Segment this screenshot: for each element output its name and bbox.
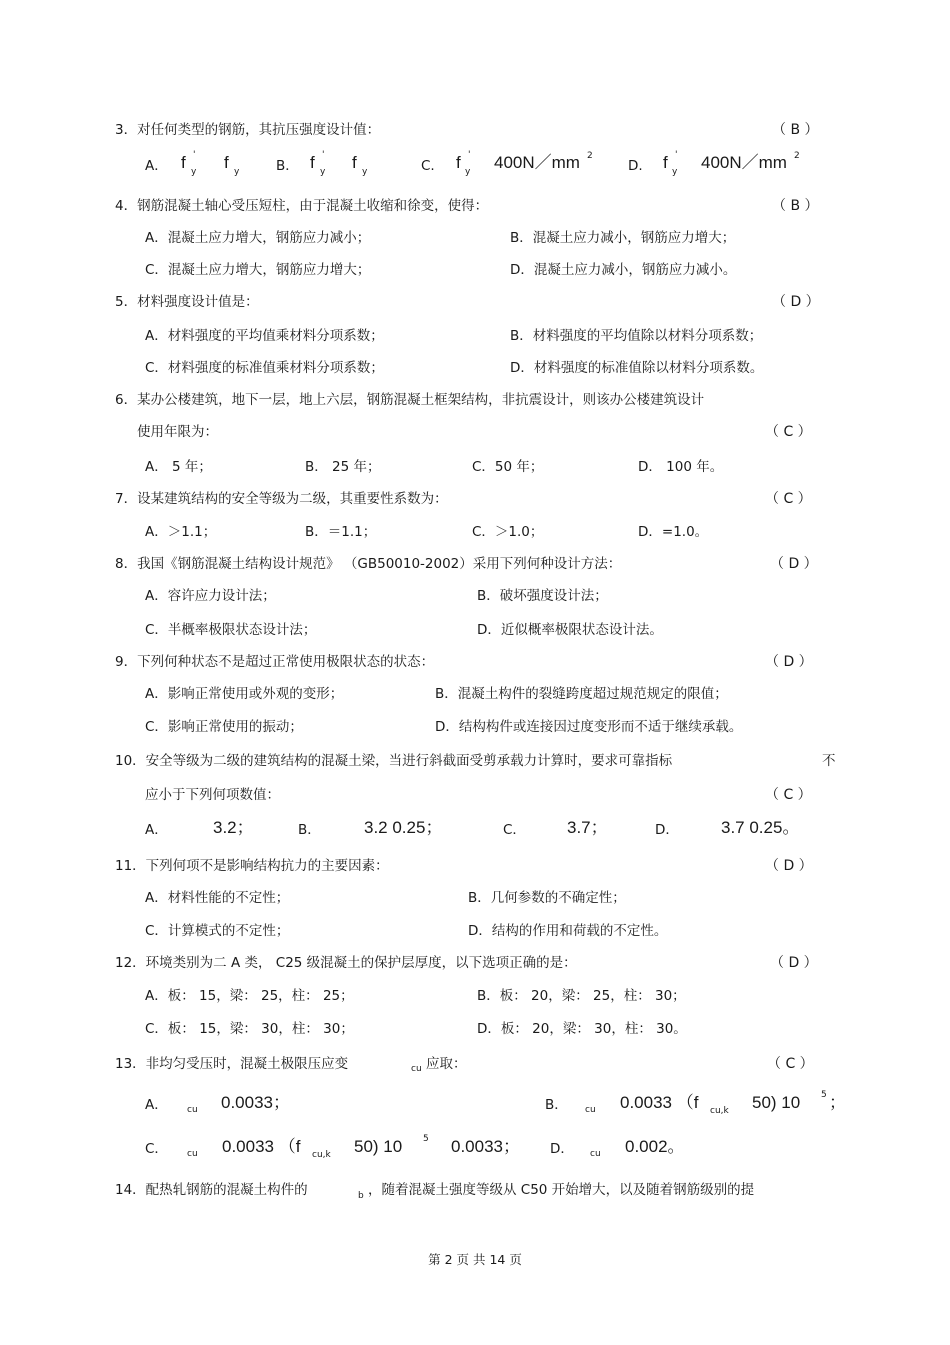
q4-option-b: B．混凝土应力减小，钢筋应力增大； [510,230,736,246]
q3-option-c-value: 400N／mm [494,153,580,172]
q5-option-b: B．材料强度的平均值除以材料分项系数； [510,328,763,344]
q13-answer: （ C ） [767,1056,814,1072]
q13-option-d-sub: cu [590,1149,601,1159]
q8-stem: 8．我国《钢筋混凝土结构设计规范》 （GB50010-2002）采用下列何种设计方法： [115,556,622,572]
q12-option-b: B．板： 20，梁： 25，柱： 30； [477,988,686,1004]
q10-stem-tail: 不 [822,753,836,769]
q13-option-b-value: 0.0033 （f [620,1093,699,1112]
q13-option-b-end: ； [829,1093,846,1112]
q13-option-c-sub: cu [187,1149,198,1159]
q11-option-b: B．几何参数的不确定性； [468,890,626,906]
q8-option-c: C．半概率极限状态设计法； [145,622,317,638]
q10-answer: （ C ） [765,787,812,803]
q3-option-c-f1-prime: ' [468,150,471,160]
q6-option-b: B． 25 年； [305,459,381,475]
q14-stem-sub: b [358,1191,364,1201]
q5-answer: （ D ） [772,294,820,310]
q3-option-b-label: B． [276,158,299,174]
q13-option-d-label: D． [550,1141,574,1157]
q3-option-a-f1-prime: ' [193,150,196,160]
page-number: 第 2 页 共 14 页 [428,1252,522,1267]
q9-stem: 9．下列何种状态不是超过正常使用极限状态的状态： [115,654,435,670]
q3-stem: 3．对任何类型的钢筋，其抗压强度设计值： [115,122,381,138]
q9-option-d: D．结构构件或连接因过度变形而不适于继续承载。 [435,719,743,735]
q12-option-c: C．板： 15，梁： 30，柱： 30； [145,1021,354,1037]
q3-answer: （ B ） [772,122,819,138]
q5-option-a: A．材料强度的平均值乘材料分项系数； [145,328,384,344]
q3-option-d-value: 400N／mm [701,153,787,172]
q3-option-c-f1: f [456,153,461,172]
q10-option-c-label: C． [503,822,526,838]
q7-option-d: D．=1.0。 [638,524,709,540]
q11-option-d: D．结构的作用和荷载的不定性。 [468,923,668,939]
q13-option-b-label: B． [545,1097,568,1113]
q3-option-c-label: C. [421,158,435,174]
q4-option-a: A．混凝土应力增大，钢筋应力减小； [145,230,371,246]
q13-option-a-sub: cu [187,1105,198,1115]
q6-stem: 6．某办公楼建筑，地下一层，地上六层，钢筋混凝土框架结构，非抗震设计，则该办公楼建筑设计 [115,392,705,408]
q13-stem-tail: 应取： [426,1056,467,1072]
q8-option-a: A．容许应力设计法； [145,588,276,604]
q12-option-d: D．板： 20，梁： 30，柱： 30。 [477,1021,687,1037]
q13-option-a-value: 0.0033； [221,1093,290,1112]
q13-option-c-value2: 50) 10 [354,1137,403,1156]
q10-stem: 10．安全等级为二级的建筑结构的混凝土梁，当进行斜截面受剪承载力计算时，要求可靠指标 [115,753,673,769]
q13-option-d-value: 0.002。 [625,1137,685,1156]
q4-stem: 4．钢筋混凝土轴心受压短柱，由于混凝土收缩和徐变，使得： [115,198,489,214]
q3-option-b-f1-sub: y [320,167,326,177]
q3-option-d-label: D. [628,158,643,174]
q7-stem: 7．设某建筑结构的安全等级为二级，其重要性系数为： [115,491,448,507]
q13-option-c-sup: 5 [423,1134,429,1144]
q9-option-b: B．混凝土构件的裂缝跨度超过规范规定的限值； [435,686,728,702]
q3-option-a-f2: f [224,153,229,172]
q3-option-b-f1-prime: ' [322,150,325,160]
q4-option-c: C．混凝土应力增大，钢筋应力增大； [145,262,371,278]
q5-option-d: D．材料强度的标准值除以材料分项系数。 [510,360,764,376]
q3-option-b-f2: f [352,153,357,172]
q12-option-a: A．板： 15，梁： 25，柱： 25； [145,988,354,1004]
q3-option-b-f1: f [310,153,315,172]
q3-option-a-label: A． [145,158,168,174]
q13-option-c-sub2: cu,k [312,1150,331,1160]
q11-stem: 11．下列何项不是影响结构抗力的主要因素： [115,858,389,874]
q3-option-d-f1-prime: ' [675,150,678,160]
q13-option-c-value3: 0.0033； [451,1137,520,1156]
q12-stem: 12．环境类别为二 A 类， C25 级混凝土的保护层厚度，以下选项正确的是： [115,955,577,971]
q6-option-c: C．50 年； [472,459,544,475]
q3-option-b-f2-sub: y [362,167,368,177]
q5-stem: 5．材料强度设计值是： [115,294,259,310]
q9-answer: （ D ） [765,654,813,670]
q8-answer: （ D ） [770,556,818,572]
q10-stem-line2: 应小于下列何项数值： [145,787,280,803]
q3-option-d-f1-sub: y [672,167,678,177]
q3-option-d-sup: 2 [794,151,800,161]
q4-option-d: D．混凝土应力减小，钢筋应力减小。 [510,262,737,278]
q3-option-a-f2-sub: y [234,167,240,177]
q11-option-c: C．计算模式的不定性； [145,923,290,939]
q3-option-a-f1: f [181,153,186,172]
q6-option-a: A． 5 年； [145,459,212,475]
q13-option-b-value2: 50) 10 [752,1093,801,1112]
q4-answer: （ B ） [772,198,819,214]
q7-option-a: A．＞1.1； [145,524,217,540]
q8-option-b: B．破坏强度设计法； [477,588,608,604]
q7-answer: （ C ） [765,491,812,507]
q10-option-d-label: D． [655,822,679,838]
q5-option-c: C．材料强度的标准值乘材料分项系数； [145,360,384,376]
q14-stem-tail: ，随着混凝土强度等级从 C50 开始增大，以及随着钢筋级别的提 [368,1182,755,1198]
q9-option-c: C．影响正常使用的振动； [145,719,303,735]
q7-option-c: C．＞1.0； [472,524,544,540]
q13-stem-sub: cu [411,1064,422,1074]
q11-option-a: A．材料性能的不定性； [145,890,290,906]
q10-option-d-value: 3.7 0.25。 [721,818,800,837]
q10-option-a-label: A． [145,822,168,838]
q8-option-d: D．近似概率极限状态设计法。 [477,622,663,638]
q10-option-b-label: B． [298,822,321,838]
q6-stem-line2: 使用年限为： [137,424,218,440]
q13-option-c-value: 0.0033 （f [222,1137,301,1156]
q3-option-c-sup: 2 [587,151,593,161]
q6-answer: （ C ） [765,424,812,440]
q13-option-b-sup: 5 [821,1090,827,1100]
q3-option-d-f1: f [663,153,668,172]
q10-option-a-value: 3.2； [213,818,254,837]
q13-option-c-label: C． [145,1141,168,1157]
q3-option-a-f1-sub: y [191,167,197,177]
q11-answer: （ D ） [765,858,813,874]
q13-option-a-label: A． [145,1097,168,1113]
q10-option-b-value: 3.2 0.25； [364,818,443,837]
q13-option-b-sub: cu [585,1105,596,1115]
q7-option-b: B．＝1.1； [305,524,377,540]
q3-option-c-f1-sub: y [465,167,471,177]
q14-stem: 14．配热轧钢筋的混凝土构件的 [115,1182,308,1198]
q13-option-b-sub2: cu,k [710,1106,729,1116]
q13-stem: 13．非均匀受压时，混凝土极限压应变 [115,1056,349,1072]
q12-answer: （ D ） [770,955,818,971]
q9-option-a: A．影响正常使用或外观的变形； [145,686,344,702]
q10-option-c-value: 3.7； [567,818,608,837]
q6-option-d: D． 100 年。 [638,459,724,475]
